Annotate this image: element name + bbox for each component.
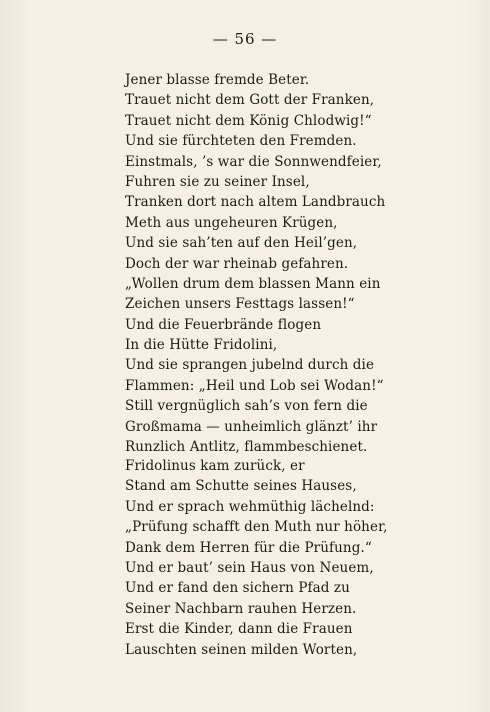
poem-line: Großmama — unheimlich glänzt’ ihr — [125, 418, 378, 435]
poem-line: Flammen: „Heil und Lob sei Wodan!“ — [125, 377, 384, 394]
poem-line: Runzlich Antlitz, flammbeschienet. — [125, 439, 368, 456]
poem-line: Fuhren sie zu seiner Insel, — [125, 173, 310, 190]
poem-line: Doch der war rheinab gefahren. — [125, 255, 349, 272]
poem-line: Und er fand den sichern Pfad zu — [125, 580, 350, 597]
poem-line: Tranken dort nach altem Landbrauch — [125, 194, 386, 211]
poem-line: „Wollen drum dem blassen Mann ein — [125, 275, 381, 292]
poem-line: Lauschten seinen milden Worten, — [125, 641, 358, 658]
poem-line: Und sie fürchteten den Fremden. — [125, 133, 357, 150]
poem-line: Und er sprach wehmüthig lächelnd: — [125, 498, 375, 515]
poem-line: Und er baut’ sein Haus von Neuem, — [125, 559, 374, 576]
stanza-1 — [125, 70, 385, 457]
poem-line: Meth aus ungeheuren Krügen, — [125, 214, 338, 231]
page-number: — 56 — — [212, 30, 278, 48]
poem-line: Seiner Nachbarn rauhen Herzen. — [125, 600, 357, 617]
poem-line: Einstmals, ’s war die Sonnwendfeier, — [125, 153, 382, 170]
poem-line: Und sie sprangen jubelnd durch die — [125, 357, 375, 374]
poem-line: Und sie sah’ten auf den Heil’gen, — [125, 235, 358, 252]
poem-line: „Prüfung schafft den Muth nur höher, — [125, 519, 388, 536]
poem-line: Und die Feuerbrände flogen — [125, 316, 322, 333]
poem-line: Trauet nicht dem König Chlodwig!“ — [125, 112, 372, 129]
poem-line: Stand am Schutte seines Hauses, — [125, 478, 357, 495]
poem-line: Dank dem Herren für die Prüfung.“ — [125, 539, 372, 556]
poem-line: Trauet nicht dem Gott der Franken, — [125, 92, 375, 109]
poem-line: Still vergnüglich sah’s von fern die — [125, 398, 368, 415]
poem-line: In die Hütte Fridolini, — [125, 337, 278, 354]
poem-line: Zeichen unsers Festtags lassen!“ — [125, 296, 355, 313]
stanza-2 — [125, 456, 388, 660]
poem-line: Jener blasse fremde Beter. — [125, 72, 310, 88]
poem-line: Fridolinus kam zurück, er — [125, 458, 305, 474]
poem-line: Erst die Kinder, dann die Frauen — [125, 621, 353, 638]
